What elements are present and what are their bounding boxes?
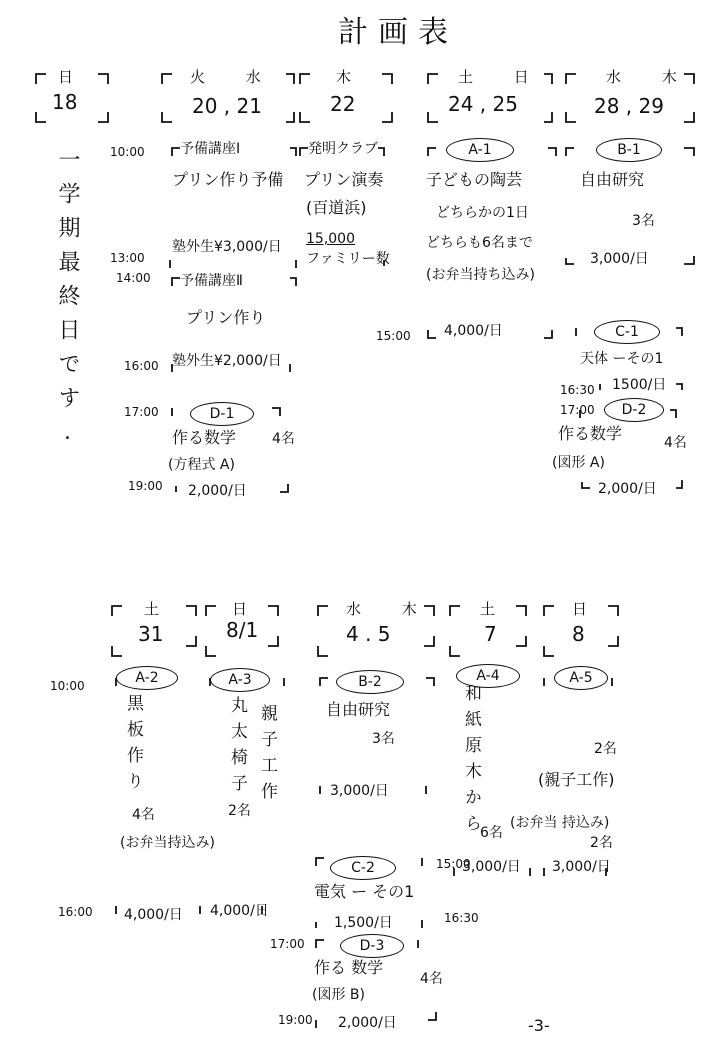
a3-capacity: 2名	[228, 803, 251, 819]
u-col5-date: 28 , 29	[594, 94, 664, 118]
c1-code: C-1	[594, 320, 660, 344]
b1-code: B-1	[596, 138, 662, 162]
c2-code: C-2	[330, 856, 396, 880]
l-col5-day: 日	[572, 600, 606, 618]
l-col3-day: 水 木	[346, 600, 435, 618]
b2-capacity: 3名	[372, 731, 395, 747]
a1-content4: (お弁当持ち込み)	[426, 267, 535, 283]
a2-capacity: 4名	[132, 807, 155, 823]
b1-fee: 3,000/日	[590, 251, 649, 267]
d2-capacity: 4名	[664, 435, 687, 451]
a2-content: 黒板作り	[123, 694, 143, 798]
b1-capacity: 3名	[632, 213, 655, 229]
a4-content: 和紙原木から	[461, 684, 481, 840]
b2-content: 自由研究	[326, 700, 391, 719]
a3-fee: 4,000/日	[210, 903, 269, 919]
l-col1-date: 31	[138, 622, 164, 646]
d1-sub: (方程式 A)	[168, 457, 235, 473]
d3-capacity: 4名	[420, 971, 443, 987]
a1-content1: 子どもの陶芸	[426, 170, 523, 189]
u-time-1700b: 17:00	[560, 403, 595, 417]
u-col5-day: 水 木	[606, 68, 695, 86]
c2-content: 電気 ー その1	[314, 882, 415, 901]
a1-fee: 4,000/日	[444, 323, 503, 339]
d2-code: D-2	[604, 398, 664, 422]
d2-content: 作る数学	[558, 424, 623, 443]
u-time-1700: 17:00	[124, 405, 159, 419]
d1-capacity: 4名	[272, 431, 295, 447]
club-fee-note: ファミリー数	[306, 251, 390, 267]
a2-code: A-2	[116, 666, 178, 690]
a2-fee: 4,000/日	[124, 907, 183, 923]
l-time-1500: 15:00	[436, 857, 471, 871]
u-col1-note: 一学期最終日です.	[55, 148, 80, 457]
u-time-1600: 16:00	[124, 359, 159, 373]
d3-fee: 2,000/日	[338, 1015, 397, 1031]
d3-content: 作る 数学	[314, 958, 384, 977]
prep2-content: プリン作り	[186, 308, 266, 327]
a5-capacity: 2名	[594, 741, 617, 757]
u-col2-day: 火 水	[190, 68, 279, 86]
d2-fee: 2,000/日	[598, 481, 657, 497]
l-col5-date: 8	[572, 622, 585, 646]
a2-note: (お弁当持込み)	[120, 835, 215, 851]
l-time-1630: 16:30	[444, 911, 479, 925]
a5-fee: 3,000/日	[552, 859, 611, 875]
l-time-1000: 10:00	[50, 679, 85, 693]
a1-content3: どちらも6名まで	[426, 235, 533, 251]
prep1-title: 予備講座Ⅰ	[180, 141, 241, 157]
a5-capacity2: 2名	[590, 835, 613, 851]
l-col3-date: 4 . 5	[346, 622, 391, 646]
l-time-1700: 17:00	[270, 937, 305, 951]
d1-fee: 2,000/日	[188, 483, 247, 499]
u-time-1500: 15:00	[376, 329, 411, 343]
l-col4-date: 7	[484, 622, 497, 646]
u-col4-day: 土 日	[458, 68, 547, 86]
l-col4-day: 土	[480, 600, 514, 618]
u-col1-date: 18	[52, 90, 78, 114]
a4-note: (お弁当 持込み)	[510, 815, 610, 831]
d3-sub: (図形 B)	[312, 987, 365, 1003]
u-time-1400: 14:00	[116, 271, 151, 285]
d1-code: D-1	[190, 402, 254, 426]
u-col3-date: 22	[330, 92, 356, 116]
a1-code: A-1	[446, 138, 514, 162]
a4-capacity: 6名	[480, 825, 503, 841]
l-col2-date: 8/1	[226, 618, 259, 642]
u-col1-day: 日	[58, 68, 92, 86]
club-content2: (百道浜)	[306, 198, 367, 217]
a3-content1: 丸太椅子	[227, 696, 247, 800]
c1-fee: 1500/日	[612, 377, 667, 393]
u-time-1900: 19:00	[128, 479, 163, 493]
c2-fee: 1,500/日	[334, 915, 393, 931]
u-time-1000: 10:00	[110, 145, 145, 159]
a5-code: A-5	[554, 666, 608, 690]
page-title: 計画表	[338, 15, 458, 50]
prep2-fee: 塾外生¥2,000/日	[172, 353, 282, 369]
l-time-1900: 19:00	[278, 1013, 313, 1027]
l-col1-day: 土	[144, 600, 178, 618]
l-col2-day: 日	[232, 600, 266, 618]
a4-code: A-4	[456, 664, 520, 688]
d1-content: 作る数学	[172, 428, 237, 447]
a4-fee: 3,000/日	[462, 859, 521, 875]
a3-content2: 親子工作	[257, 704, 277, 808]
a3-code: A-3	[210, 668, 270, 692]
b1-content: 自由研究	[580, 170, 645, 189]
a5-content: (親子工作)	[538, 770, 615, 789]
u-col3-day: 木	[336, 68, 370, 86]
u-time-1300: 13:00	[110, 251, 145, 265]
club-content1: プリン演奏	[304, 170, 384, 189]
a1-content2: どちらかの1日	[436, 205, 529, 221]
club-fee: 15,000	[306, 231, 355, 247]
d2-sub: (図形 A)	[552, 455, 605, 471]
d3-code: D-3	[340, 934, 404, 958]
page-number: -3-	[528, 1016, 550, 1035]
c1-content: 天体 ーその1	[580, 351, 664, 367]
b2-code: B-2	[336, 670, 404, 694]
prep1-fee: 塾外生¥3,000/日	[172, 239, 282, 255]
u-col2-date: 20 , 21	[192, 94, 262, 118]
prep1-content: プリン作り予備	[172, 170, 284, 189]
club-title: 発明クラブ	[308, 141, 378, 157]
b2-fee: 3,000/日	[330, 783, 389, 799]
u-col4-date: 24 , 25	[448, 92, 518, 116]
u-time-1630: 16:30	[560, 383, 595, 397]
prep2-title: 予備講座Ⅱ	[180, 273, 243, 289]
l-time-1600: 16:00	[58, 905, 93, 919]
